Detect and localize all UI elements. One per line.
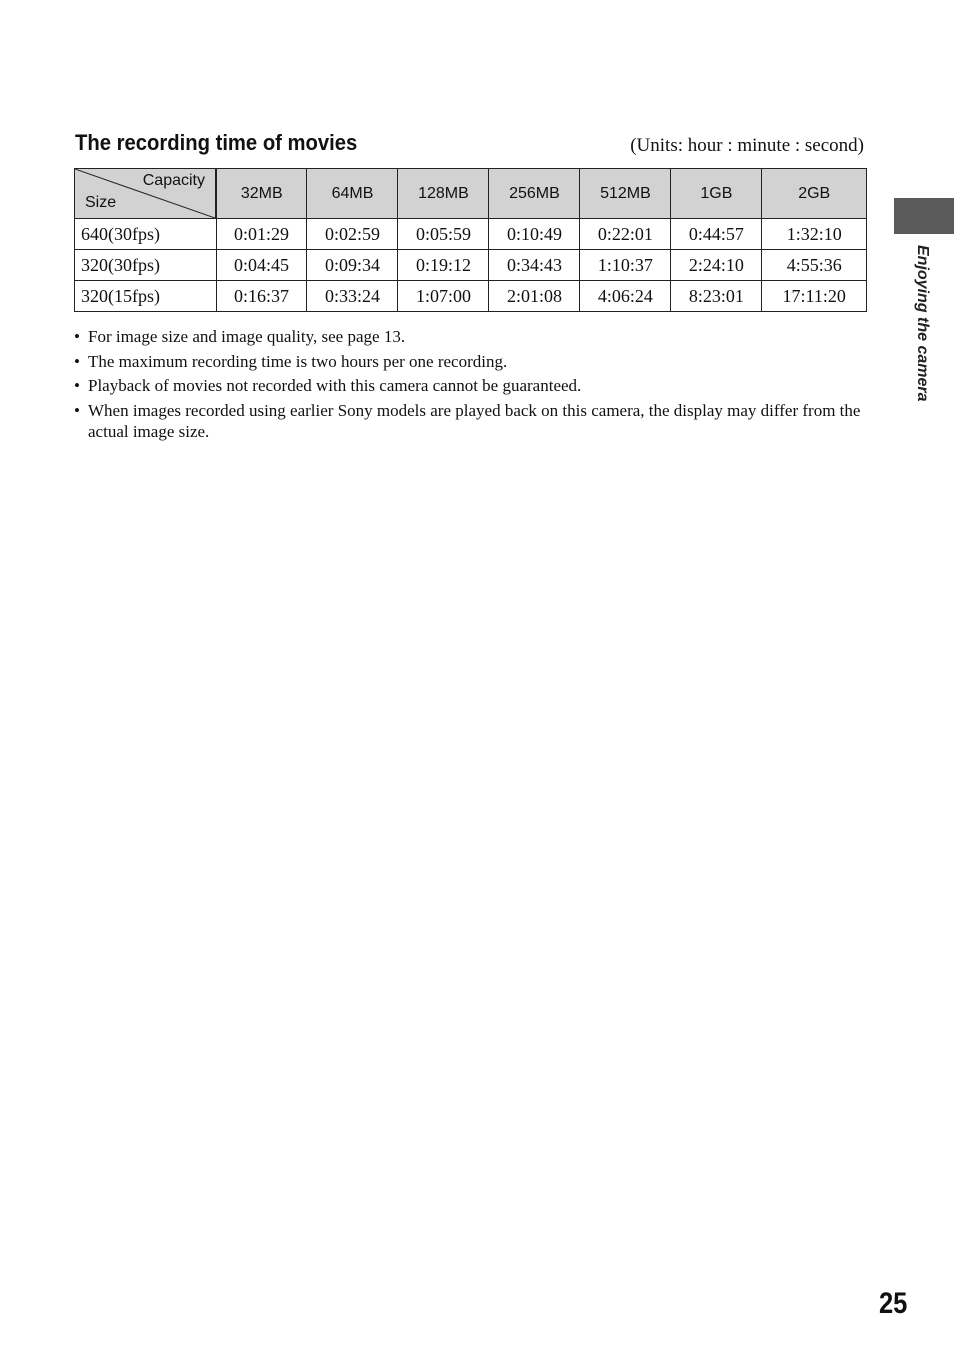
table-cell: 17:11:20: [762, 281, 867, 312]
col-header: 128MB: [398, 169, 489, 219]
note-text: When images recorded using earlier Sony models are played back on this camera, the display may differ from the actual image size.: [88, 400, 861, 441]
col-header: 64MB: [307, 169, 398, 219]
table-cell: 0:09:34: [307, 250, 398, 281]
table-cell: 0:10:49: [489, 219, 580, 250]
table-row: [75, 219, 867, 250]
table-cell: 2:01:08: [489, 281, 580, 312]
col-header: 512MB: [580, 169, 671, 219]
bullet-icon: •: [74, 351, 80, 371]
col-header: 32MB: [216, 169, 307, 219]
size-label: Size: [85, 194, 117, 211]
col-header: 256MB: [489, 169, 580, 219]
bullet-icon: •: [74, 376, 80, 395]
page-number: 25: [879, 1287, 908, 1320]
table-cell: 2:24:10: [671, 250, 762, 281]
table-cell: 0:05:59: [398, 219, 489, 250]
table-cell: 1:07:00: [398, 281, 489, 312]
table-cell: 0:22:01: [580, 219, 671, 250]
note-item: [74, 351, 874, 372]
note-item: [74, 326, 874, 347]
table-header-row: [75, 169, 867, 219]
table-cell: 0:02:59: [307, 219, 398, 250]
table-row: [75, 281, 867, 312]
table-cell: 0:44:57: [671, 219, 762, 250]
bullet-icon: •: [74, 327, 80, 346]
note-item: [74, 375, 874, 396]
chapter-tab-marker: [894, 198, 954, 234]
recording-time-table: [74, 168, 867, 312]
row-label: 320(15fps): [75, 281, 217, 312]
bullet-icon: •: [74, 400, 80, 420]
col-header: 2GB: [762, 169, 867, 219]
table-cell: 0:19:12: [398, 250, 489, 281]
row-label: 640(30fps): [75, 219, 217, 250]
table-cell: 0:34:43: [489, 250, 580, 281]
section-title: The recording time of movies: [75, 130, 358, 155]
note-text: For image size and image quality, see page 13.: [88, 327, 406, 346]
table-row: [75, 250, 867, 281]
chapter-tab-label: Enjoying the camera: [914, 245, 931, 402]
table-cell: 1:10:37: [580, 250, 671, 281]
table-cell: 0:04:45: [216, 250, 307, 281]
col-header: 1GB: [671, 169, 762, 219]
table-cell: 0:16:37: [216, 281, 307, 312]
table-cell: 1:32:10: [762, 219, 867, 250]
note-text: Playback of movies not recorded with this camera cannot be guaranteed.: [88, 376, 582, 395]
note-item: [74, 400, 874, 442]
table-cell: 0:33:24: [307, 281, 398, 312]
table-cell: 4:06:24: [580, 281, 671, 312]
row-label: 320(30fps): [75, 250, 217, 281]
units-note: (Units: hour : minute : second): [630, 135, 864, 156]
corner-header-cell: [75, 169, 217, 219]
notes-list: [74, 326, 874, 445]
table-cell: 8:23:01: [671, 281, 762, 312]
table-cell: 4:55:36: [762, 250, 867, 281]
note-text: The maximum recording time is two hours per one recording.: [88, 351, 508, 371]
table-cell: 0:01:29: [216, 219, 307, 250]
capacity-label: Capacity: [142, 172, 205, 189]
